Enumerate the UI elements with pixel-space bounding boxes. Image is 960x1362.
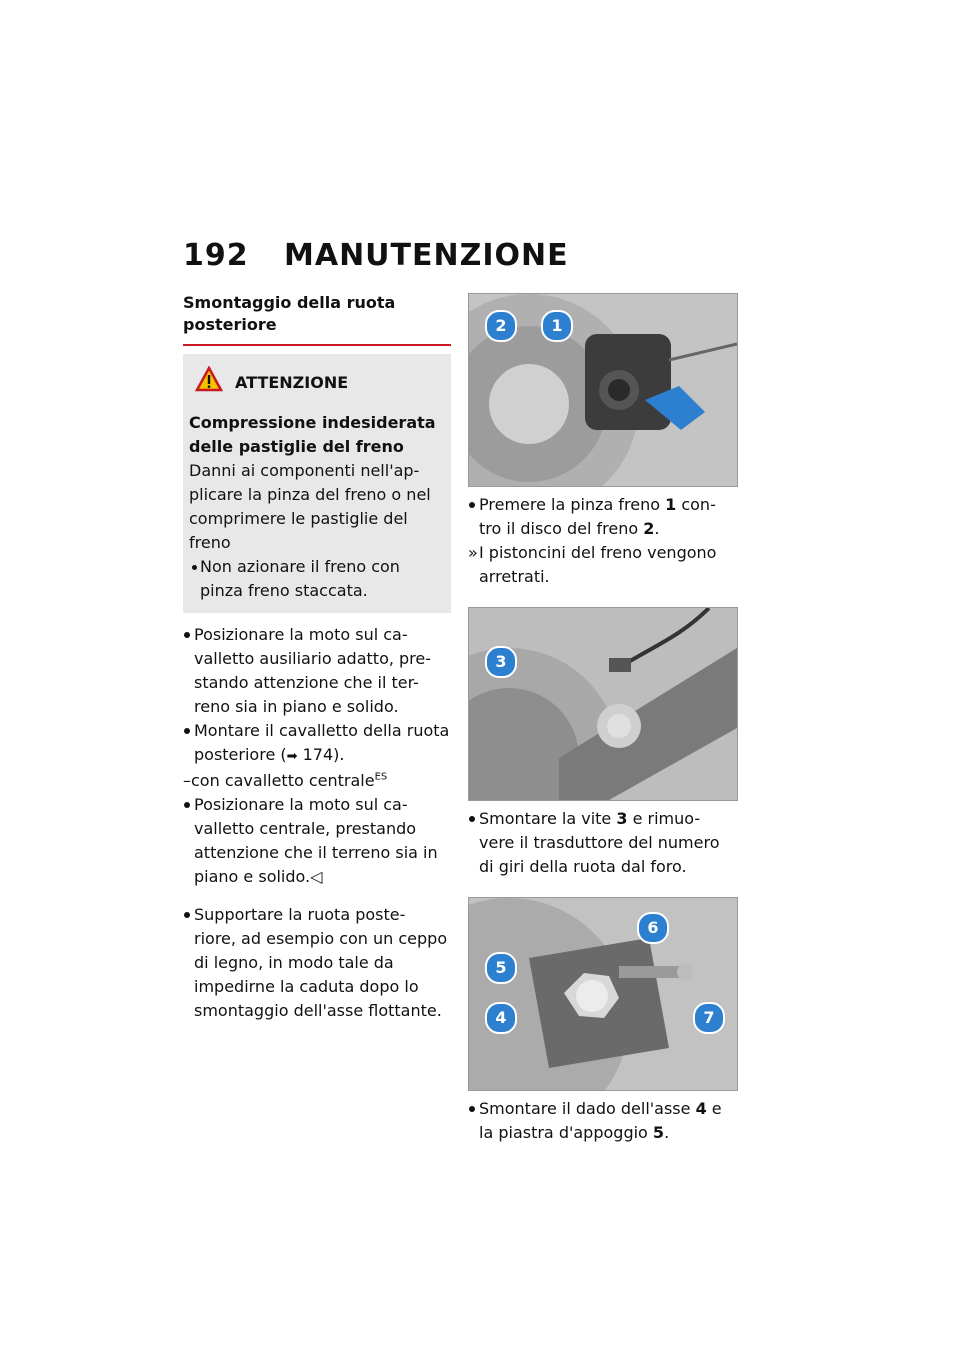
warning-text: Danni ai componenti nell'ap- plicare la pinza del freno o nel comprimere le pastiglie del freno [189,461,431,552]
equipment-superscript: ES [374,771,388,783]
callout-5: 5 [485,952,517,984]
warning-label: ATTENZIONE [235,372,349,392]
speed-sensor-photo [468,607,738,801]
warning-bullet: Non azionare il freno con pinza freno staccata. [189,555,445,603]
step-item: Supportare la ruota poste- riore, ad esempio con un ceppo di legno, in modo tale da impedirne la caduta dopo lo smontaggio dell'asse flottante. [183,903,451,1023]
callout-1: 1 [541,310,573,342]
axle-nut-photo [468,897,738,1091]
step-item: Posizionare la moto sul ca- valletto ausiliario adatto, pre- stando attenzione che il ter- reno sia in piano e solido. [183,623,451,719]
page-reference-arrow-icon: ➡ [286,749,298,764]
step-item: Premere la pinza freno 1 con- tro il disco del freno 2. [468,493,738,541]
callout-6: 6 [637,912,669,944]
result-arrow-icon: » [468,543,478,562]
callout-7: 7 [693,1002,725,1034]
step-item: Montare il cavalletto della ruota posteriore (➡ 174). [183,719,451,769]
left-column [183,292,451,1023]
warning-title: Compressione indesiderata delle pastiglie del freno [189,413,436,456]
step-item: Smontare il dado dell'asse 4 e la piastra d'appoggio 5. [468,1097,738,1145]
result-item: » I pistoncini del freno vengono arretrati. [468,543,717,586]
page-number: 192 [183,238,249,273]
end-mark-icon: ◁ [310,867,323,886]
warning-box [183,354,451,613]
callout-4: 4 [485,1002,517,1034]
section-title: Smontaggio della ruota posteriore [183,293,396,334]
page-reference[interactable]: 174). [302,745,345,764]
section-divider [183,344,451,346]
warning-triangle-icon [195,366,223,399]
callout-3: 3 [485,646,517,678]
callout-2: 2 [485,310,517,342]
step-item: Smontare la vite 3 e rimuo- vere il trasduttore del numero di giri della ruota dal foro. [468,807,738,879]
step-item: Posizionare la moto sul ca- valletto centrale, prestando attenzione che il terreno sia in piano e solido.◁ [183,793,451,889]
brake-caliper-photo [468,293,738,487]
chapter-title: MANUTENZIONE [284,238,569,273]
right-column [468,293,738,1145]
condition-item: –con cavalletto centrale$^{ES}$ [183,771,388,790]
